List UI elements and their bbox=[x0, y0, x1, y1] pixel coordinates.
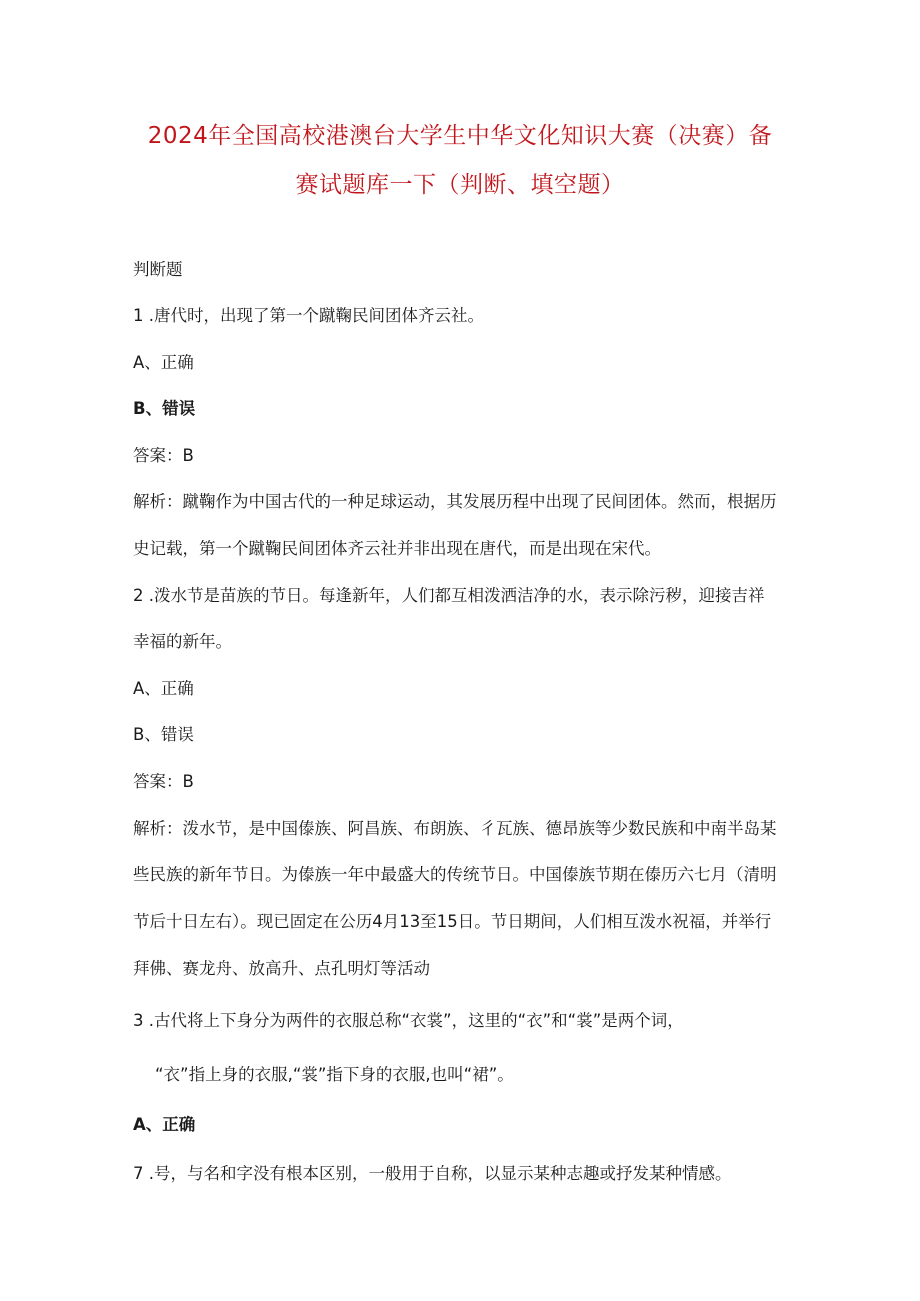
section-heading: 判断题 bbox=[133, 260, 183, 279]
title-line-2: 赛试题库一下（判断、填空题） bbox=[295, 172, 625, 198]
question-2-analysis-line-2: 些民族的新年节日。为傣族一年中最盛大的传统节日。中国傣族节期在傣历六七月（清明 bbox=[133, 865, 777, 884]
question-3-option-a: A、正确 bbox=[133, 1115, 196, 1134]
question-1-stem: 1 .唐代时，出现了第一个蹴鞠民间团体齐云社。 bbox=[133, 306, 484, 325]
question-1-option-a: A、正确 bbox=[133, 353, 194, 372]
question-3-stem-line-1: 3 .古代将上下身分为两件的衣服总称“衣裳”，这里的“衣”和“裳”是两个词， bbox=[133, 1011, 684, 1030]
question-2-analysis-line-4: 拜佛、赛龙舟、放高升、点孔明灯等活动 bbox=[133, 959, 430, 978]
question-2-analysis-line-3: 节后十日左右）。现已固定在公历4月13至15日。节日期间，人们相互泼水祝福，并举行 bbox=[133, 912, 772, 931]
question-2-analysis-line-1: 解析：泼水节，是中国傣族、阿昌族、布朗族、彳瓦族、德昂族等少数民族和中南半岛某 bbox=[133, 819, 777, 838]
title-line-1: 2024年全国高校港澳台大学生中华文化知识大赛（决赛）备 bbox=[147, 123, 773, 149]
question-2-stem-line-1: 2 .泼水节是苗族的节日。每逢新年，人们都互相泼洒洁净的水，表示除污秽，迎接吉祥 bbox=[133, 586, 765, 605]
question-1-analysis-line-2: 史记载，第一个蹴鞠民间团体齐云社并非出现在唐代，而是出现在宋代。 bbox=[133, 539, 661, 558]
question-2-option-a: A、正确 bbox=[133, 679, 194, 698]
question-7-stem: 7 .号，与名和字没有根本区别，一般用于自称，以显示某种志趣或抒发某种情感。 bbox=[133, 1164, 732, 1183]
question-2-stem-line-2: 幸福的新年。 bbox=[133, 632, 232, 651]
question-1-answer: 答案：B bbox=[133, 446, 194, 465]
document-title bbox=[120, 112, 800, 210]
question-2-option-b: B、错误 bbox=[133, 725, 194, 744]
question-3-stem-line-2: “衣”指上身的衣服,“裳”指下身的衣服,也叫“裙”。 bbox=[155, 1065, 514, 1084]
question-1-analysis-line-1: 解析：蹴鞠作为中国古代的一种足球运动，其发展历程中出现了民间团体。然而，根据历 bbox=[133, 492, 777, 511]
question-2-answer: 答案：B bbox=[133, 772, 194, 791]
question-1-option-b: B、错误 bbox=[133, 399, 196, 418]
